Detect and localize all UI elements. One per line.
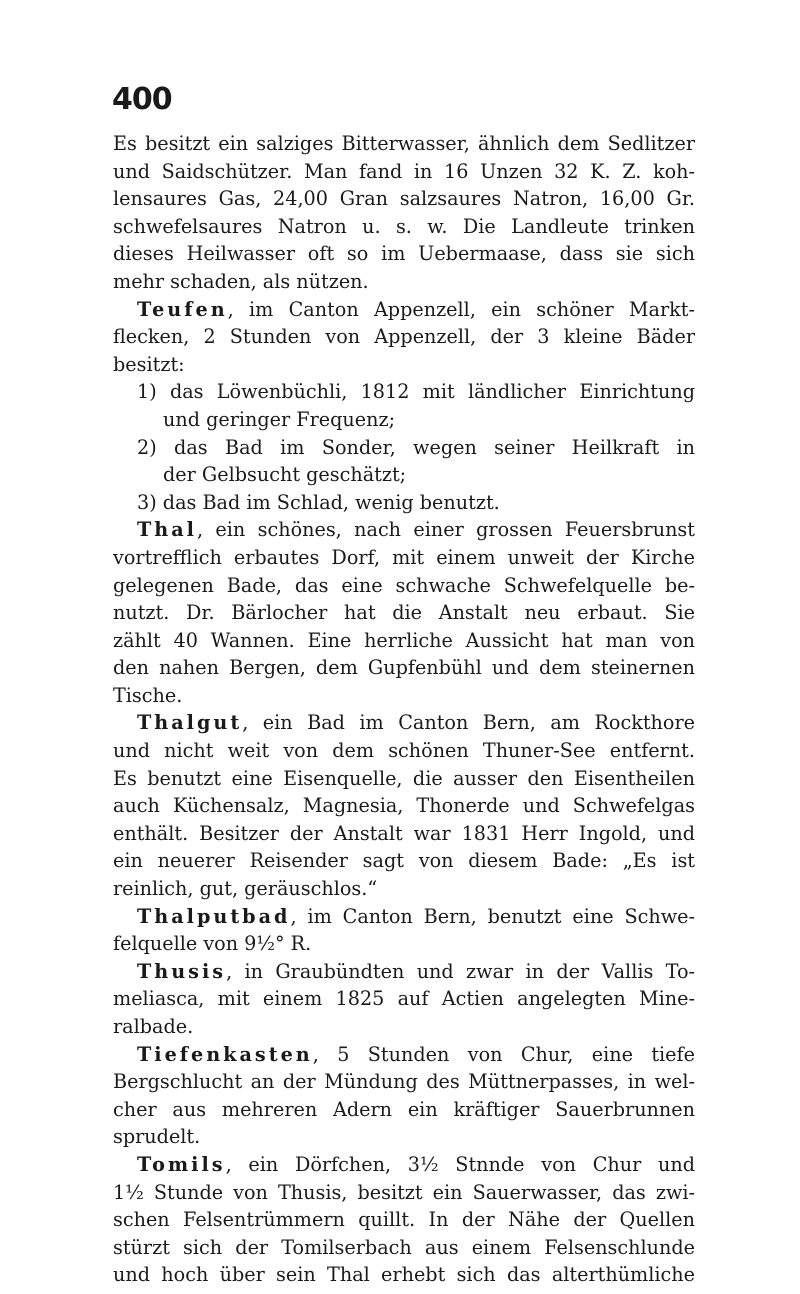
text-line: flecken, 2 Stunden von Appenzell, der 3 kleine Bäder: [113, 325, 695, 349]
text-line: Tische.: [113, 683, 183, 707]
text-line: auch Küchensalz, Magnesia, Thonerde und Schwefelgas: [113, 794, 695, 818]
entry-first-rest: , im Canton Appenzell, ein schöner Markt-: [227, 297, 695, 321]
text-line: enthält. Besitzer der Anstalt war 1831 Herr Ingold, und: [113, 821, 695, 845]
entry-term: Thusis: [137, 959, 227, 983]
text-line: 1½ Stunde von Thusis, besitzt ein Sauerwasser, das zwi-: [113, 1180, 695, 1204]
list-item-continuation: der Gelbsucht geschätzt;: [163, 463, 407, 487]
text-line: Es benutzt eine Eisenquelle, die ausser den Eisentheilen: [113, 766, 695, 790]
list-item-continuation: und geringer Frequenz;: [163, 407, 396, 431]
entry-thusis: [113, 958, 695, 1041]
body-text: [113, 130, 695, 1289]
text-line: vortrefflich erbautes Dorf, mit einem unweit der Kirche: [113, 545, 695, 569]
entry-first-rest: , ein Dörfchen, 3½ Stnnde von Chur und: [225, 1152, 695, 1176]
list-item: 2) das Bad im Sonder, wegen seiner Heilkraft in: [137, 435, 695, 459]
text-line: schen Felsentrümmern quillt. In der Nähe der Quellen: [113, 1208, 695, 1232]
text-line: nutzt. Dr. Bärlocher hat die Anstalt neu erbaut. Sie: [113, 601, 695, 625]
text-line: schwefelsaures Natron u. s. w. Die Landleute trinken: [113, 214, 695, 238]
entry-thal: [113, 516, 695, 709]
entry-teufen: [113, 296, 695, 379]
text-line: den nahen Bergen, dem Gupfenbühl und dem steinernen: [113, 656, 695, 680]
entry-first-rest: , im Canton Bern, benutzt eine Schwe-: [290, 904, 695, 928]
entry-term: Tomils: [137, 1152, 226, 1176]
text-line: Bergschlucht an der Mündung des Müttnerpasses, in wel-: [113, 1070, 695, 1094]
entry-first-line: [113, 903, 695, 931]
entry-first-rest: , ein schönes, nach einer grossen Feuersbrunst: [196, 518, 695, 542]
text-line: meliasca, mit einem 1825 auf Actien angelegten Mine-: [113, 987, 695, 1011]
list-item: 1) das Löwenbüchli, 1812 mit ländlicher Einrichtung: [137, 380, 695, 404]
text-line: cher aus mehreren Adern ein kräftiger Sauerbrunnen: [113, 1097, 695, 1121]
text-line: und nicht weit von dem schönen Thuner-See entfernt.: [113, 739, 695, 763]
text-line: und Saidschützer. Man fand in 16 Unzen 32 K. Z. koh-: [113, 159, 695, 183]
text-line: gelegenen Bade, das eine schwache Schwefelquelle be-: [113, 573, 695, 597]
text-line: felquelle von 9½° R.: [113, 932, 312, 956]
text-line: lensaures Gas, 24,00 Gran salzsaures Natron, 16,00 Gr.: [113, 187, 695, 211]
text-line: dieses Heilwasser oft so im Uebermaase, dass sie sich: [113, 242, 695, 266]
entry-first-line: [113, 516, 695, 544]
bath-list: [113, 378, 695, 516]
entry-term: Teufen: [137, 297, 228, 321]
list-item: 3) das Bad im Schlad, wenig benutzt.: [137, 490, 500, 514]
text-line: sprudelt.: [113, 1125, 201, 1149]
text-line: Es besitzt ein salziges Bitterwasser, ähnlich dem Sedlitzer: [113, 132, 695, 155]
entry-first-line: [113, 1151, 695, 1179]
page-number: 400: [112, 82, 172, 117]
text-line: und hoch über sein Thal erhebt sich das alterthümliche: [113, 1263, 695, 1287]
entry-term: Thalputbad: [137, 904, 291, 928]
entry-first-line: [113, 1041, 695, 1069]
paragraph-bitterwasser: [113, 130, 695, 296]
text-line: mehr schaden, als nützen.: [113, 269, 369, 293]
entry-thalgut: [113, 709, 695, 902]
entry-term: Tiefenkasten: [137, 1042, 313, 1066]
entry-term: Thalgut: [137, 711, 243, 735]
text-line: besitzt:: [113, 352, 185, 376]
entry-tiefenkasten: [113, 1041, 695, 1151]
text-line: reinlich, gut, geräuschlos.“: [113, 877, 378, 901]
entry-first-line: [113, 296, 695, 324]
entry-first-line: [113, 709, 695, 737]
text-line: stürzt sich der Tomilserbach aus einem Felsenschlunde: [113, 1235, 695, 1259]
text-line: ein neuerer Reisender sagt von diesem Bade: „Es ist: [113, 849, 695, 873]
text-line: ralbade.: [113, 1015, 194, 1038]
entry-first-rest: , in Graubündten und zwar in der Vallis To-: [226, 959, 695, 983]
text-line: zählt 40 Wannen. Eine herrliche Aussicht hat man von: [113, 628, 695, 652]
entry-first-rest: , 5 Stunden von Chur, eine tiefe: [312, 1042, 695, 1066]
entry-tomils: [113, 1151, 695, 1289]
entry-first-rest: , ein Bad im Canton Bern, am Rockthore: [242, 711, 695, 735]
entry-first-line: [113, 958, 695, 986]
entry-thalputbad: [113, 903, 695, 958]
entry-term: Thal: [137, 518, 197, 542]
